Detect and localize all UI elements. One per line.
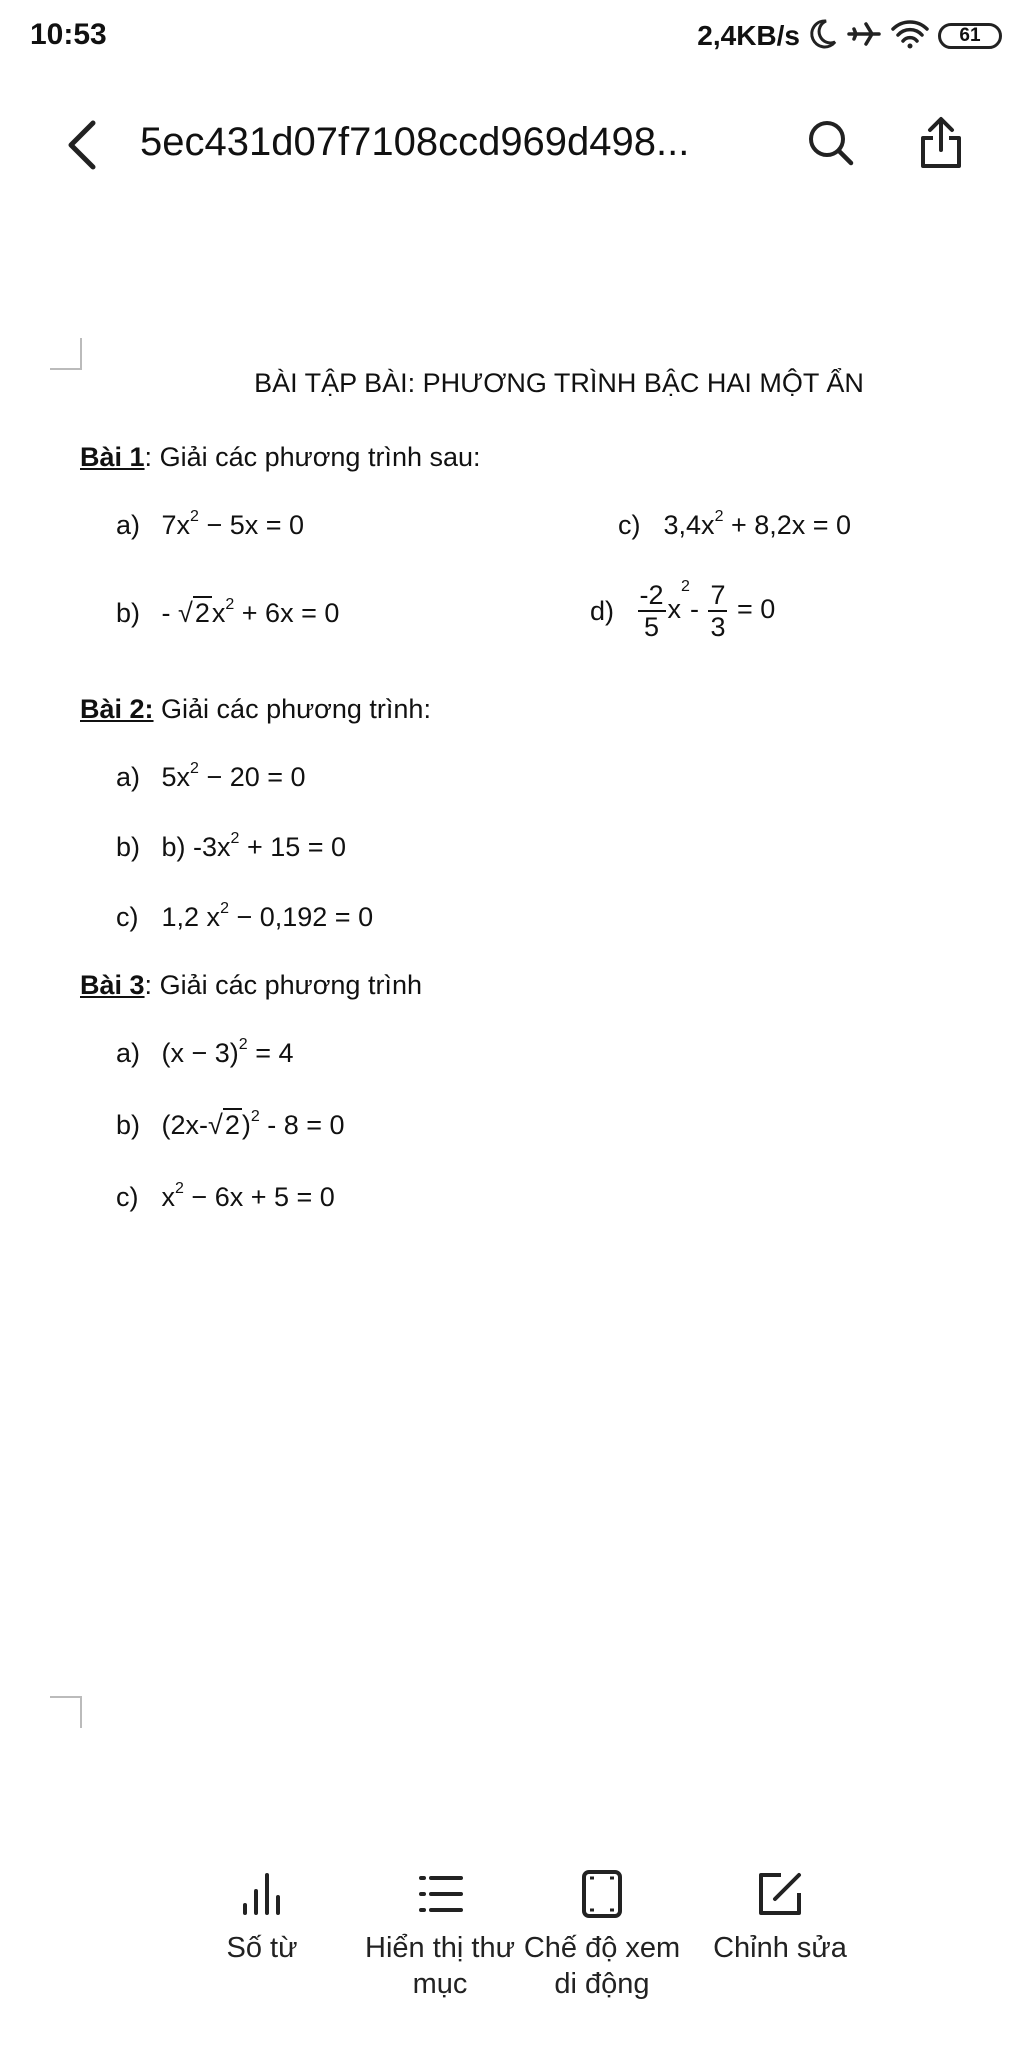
airplane-icon [846,18,882,55]
item-label: a) [116,762,141,792]
exercise-text: Giải các phương trình [152,970,422,1000]
edit-label: Chỉnh sửa [713,1932,847,1964]
equation: $(x - 3)^2 = 4$ [161,1036,294,1068]
mobile-view-label [512,1930,692,2002]
page-corner-mark [50,1696,82,1728]
word-count-button[interactable] [172,1864,352,1966]
share-button[interactable] [906,110,976,180]
equation: $\frac{-2}{5}$ $x^2-$ $\frac{7}{3}$ = 0 [639,578,776,642]
item-label: b) [116,1110,141,1140]
bottom-toolbar [0,1824,1024,2048]
equation: - $√2x^2 + 6x = 0$ [161,596,340,628]
status-time: 10:53 [30,18,107,51]
label-line: di động [554,1968,650,2000]
exercise-separator: : [144,970,153,1000]
document-page [0,230,1024,1790]
equation: b) $-3x^2 + 15 = 0$ [161,830,347,862]
moon-icon [808,18,838,55]
back-button[interactable] [52,112,112,182]
show-toc-button[interactable] [350,1864,530,2002]
exercise-1-title [80,442,481,473]
equation-item [116,598,339,629]
equation-item [116,902,373,933]
exercise-number: Bài 3 [80,970,145,1000]
label-line: mục [412,1968,468,2000]
show-toc-label [350,1930,530,2002]
status-indicators [697,14,1002,58]
equation-item [116,762,306,793]
page-corner-mark [50,338,82,370]
exercise-text: Giải các phương trình sau: [152,442,481,472]
equation-item [116,1110,345,1141]
item-label: b) [116,598,141,628]
document-heading: BÀI TẬP BÀI: PHƯƠNG TRÌNH BẬC HAI MỘT ẨN [254,368,864,398]
edit-icon [690,1864,870,1924]
search-icon [806,118,856,173]
label-line: Chế độ xem [523,1932,681,1964]
item-label: d) [590,595,615,626]
equation-item [116,1182,335,1213]
edit-button[interactable] [690,1864,870,1966]
item-label: a) [116,510,141,540]
document-title: 5ec431d07f7108ccd969d498... [140,120,690,164]
equation: $5x^2 - 20 = 0$ [161,760,306,792]
search-button[interactable] [796,110,866,180]
status-bar [0,0,1024,72]
equation: 1,2 $x^2 - 0,192 = 0$ [161,900,374,932]
bar-chart-icon [172,1864,352,1924]
item-label: c) [116,902,139,932]
chevron-left-icon [65,119,99,176]
equation: $(2x-√2)^2 - 8 = 0$ [161,1108,345,1140]
equation-item [116,832,346,863]
equation-item [618,510,851,541]
exercise-number: Bài 2: [80,694,154,724]
mobile-view-button[interactable] [512,1864,692,2002]
list-icon [350,1864,530,1924]
item-label: a) [116,1038,141,1068]
exercise-separator: : [144,442,153,472]
item-label: b) [116,832,141,862]
equation: $3,4x^2 + 8,2x = 0$ [663,508,852,540]
top-app-bar [0,90,1024,200]
equation-item [116,510,304,541]
equation-item [590,580,775,642]
label-line: Hiển thị thư [365,1932,515,1964]
item-label: c) [618,510,641,540]
battery-indicator: 61 [938,23,1002,49]
exercise-number: Bài 1 [80,442,145,472]
share-icon [918,116,964,175]
network-speed: 2,4KB/s [697,20,800,51]
equation-item [116,1038,294,1069]
equation: $7x^2 - 5x = 0$ [161,508,305,540]
frame-icon [512,1864,692,1924]
equation: $x^2 - 6x + 5 = 0$ [161,1180,335,1212]
word-count-label: Số từ [226,1932,298,1964]
item-label: c) [116,1182,139,1212]
exercise-2-title [80,694,431,725]
wifi-icon [890,18,930,55]
exercise-3-title [80,970,422,1001]
exercise-text: Giải các phương trình: [153,694,431,724]
